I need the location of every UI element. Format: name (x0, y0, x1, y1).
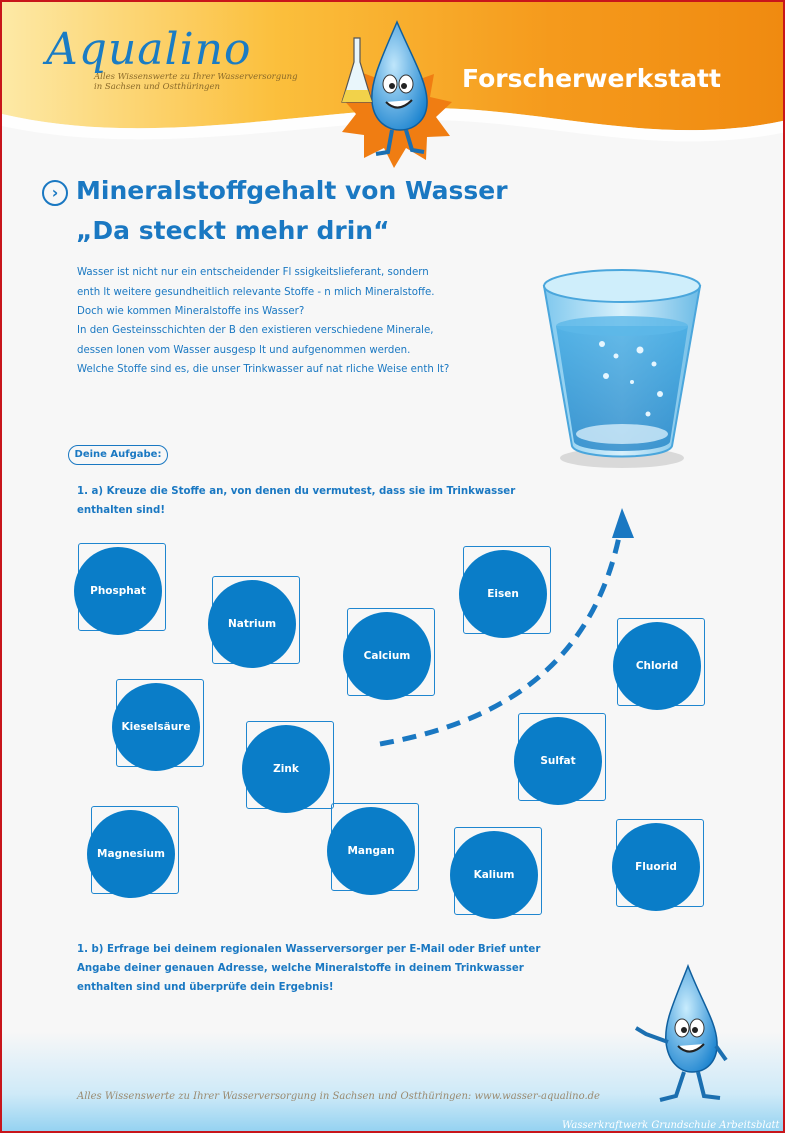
mineral-checkbox-zink[interactable] (246, 721, 334, 809)
mineral-checkbox-fluorid[interactable] (616, 819, 704, 907)
footer-tag: Wasserkraftwerk Grundschule Arbeitsblatt (562, 1120, 780, 1131)
mineral-label: Eisen (459, 550, 547, 638)
task-b-line: Angabe deiner genauen Adresse, welche Mineralstoffe in deinem Trinkwasser (77, 963, 524, 974)
mineral-label: Kieselsäure (112, 683, 200, 771)
page-title: Mineralstoffgehalt von Wasser (76, 176, 508, 205)
task-b-line: 1. b) Erfrage bei deinem regionalen Wasserversorger per E-Mail oder Brief unter (77, 944, 541, 955)
mineral-label: Natrium (208, 580, 296, 668)
mineral-label: Mangan (327, 807, 415, 895)
mineral-label: Sulfat (514, 717, 602, 805)
task-badge: Deine Aufgabe: (68, 445, 168, 465)
intro-line: Wasser ist nicht nur ein entscheidender Fl ssigkeitslieferant, sondern (77, 267, 429, 278)
mineral-label: Fluorid (612, 823, 700, 911)
mineral-checkbox-phosphat[interactable] (78, 543, 166, 631)
mineral-label: Calcium (343, 612, 431, 700)
task-a-line: 1. a) Kreuze die Stoffe an, von denen du vermutest, dass sie im Trinkwasser (77, 486, 516, 497)
footer-text: Alles Wissenswerte zu Ihrer Wasserversorgung in Sachsen und Ostthüringen: www.wasser-aqualino.de (77, 1091, 600, 1102)
intro-line: enth lt weitere gesundheitlich relevante Stoffe - n mlich Mineralstoffe. (77, 287, 435, 298)
page-subtitle: „Da steckt mehr drin“ (76, 216, 390, 245)
mineral-label: Magnesium (87, 810, 175, 898)
chevron-right-icon: › (42, 180, 68, 206)
mascot-waving-icon (630, 962, 740, 1112)
intro-line: dessen Ionen vom Wasser ausgesp lt und aufgenommen werden. (77, 345, 411, 356)
mineral-checkbox-mangan[interactable] (331, 803, 419, 891)
mineral-checkbox-eisen[interactable] (463, 546, 551, 634)
mineral-checkbox-calcium[interactable] (347, 608, 435, 696)
mineral-checkbox-chlorid[interactable] (617, 618, 705, 706)
mineral-checkbox-kieselsaeure[interactable] (116, 679, 204, 767)
mineral-checkbox-natrium[interactable] (212, 576, 300, 664)
task-b-line: enthalten sind und überprüfe dein Ergebnis! (77, 982, 334, 993)
mineral-checkbox-sulfat[interactable] (518, 713, 606, 801)
intro-line: Welche Stoffe sind es, die unser Trinkwasser auf nat rliche Weise enth lt? (77, 364, 450, 375)
water-glass-icon (532, 264, 712, 474)
logo-subtitle: Alles Wissenswerte zu Ihrer Wasserversorgung in Sachsen und Ostthüringen (94, 72, 298, 92)
aqualino-logo: Aqualino (46, 24, 252, 75)
mineral-checkbox-kalium[interactable] (454, 827, 542, 915)
header-title: Forscherwerkstatt (462, 64, 721, 93)
intro-line: In den Gesteinsschichten der B den existieren verschiedene Minerale, (77, 325, 434, 336)
mineral-label: Zink (242, 725, 330, 813)
mineral-checkbox-magnesium[interactable] (91, 806, 179, 894)
intro-line: Doch wie kommen Mineralstoffe ins Wasser? (77, 306, 305, 317)
mineral-label: Chlorid (613, 622, 701, 710)
mineral-label: Phosphat (74, 547, 162, 635)
task-a-line: enthalten sind! (77, 505, 165, 516)
mineral-label: Kalium (450, 831, 538, 919)
